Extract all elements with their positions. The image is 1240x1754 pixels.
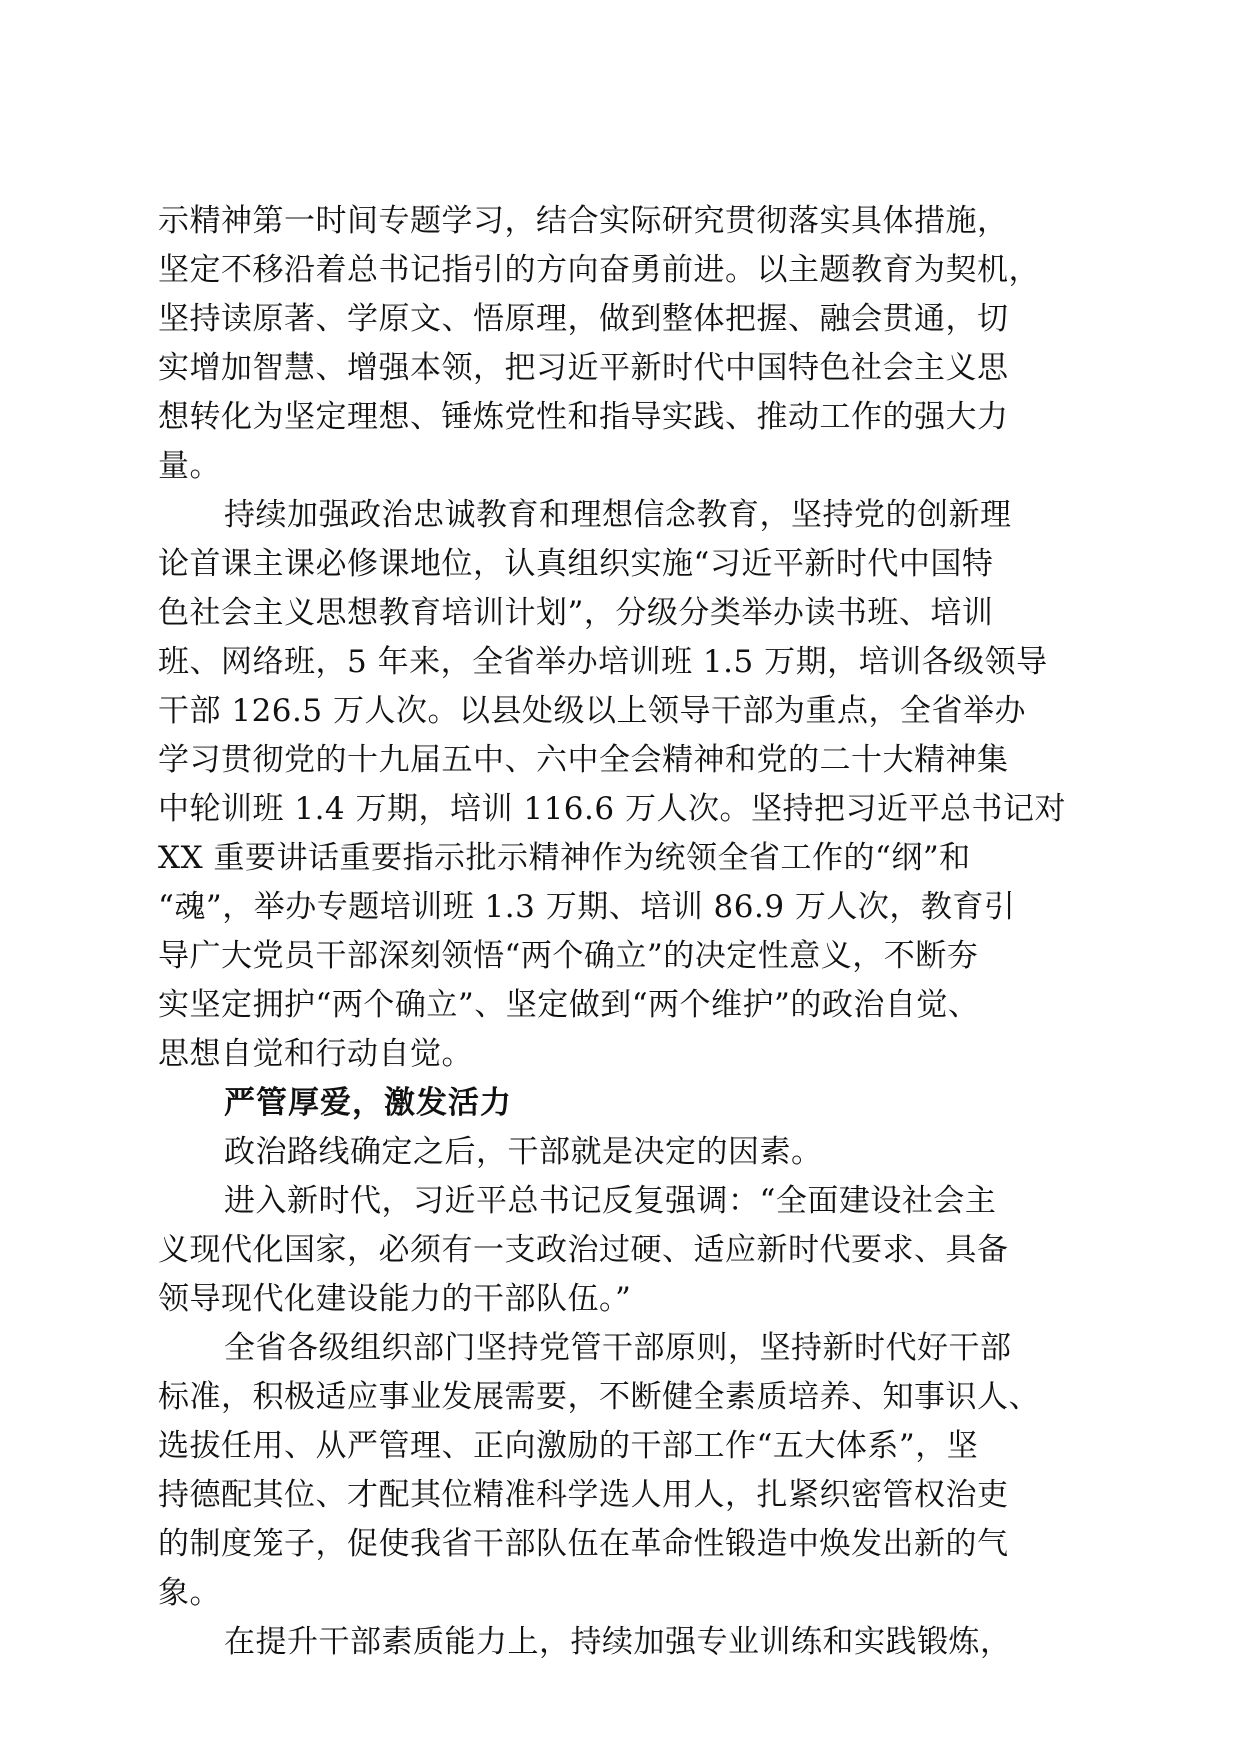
text-line: 示精神第一时间专题学习，结合实际研究贯彻落实具体措施， — [158, 203, 1009, 239]
text-line: XX 重要讲话重要指示批示精神作为统领全省工作的“纲”和 — [158, 840, 971, 876]
text-line: 持续加强政治忠诚教育和理想信念教育，坚持党的创新理 — [224, 497, 1012, 533]
paragraph-p1 — [158, 197, 1086, 491]
section-heading: 严管厚爱，激发活力 — [224, 1085, 512, 1121]
text-line: 导广大党员干部深刻领悟“两个确立”的决定性意义，不断夯 — [158, 938, 979, 974]
text-line: 想转化为坚定理想、锤炼党性和指导实践、推动工作的强大力 — [158, 399, 1009, 435]
text-line: 标准，积极适应事业发展需要，不断健全素质培养、知事识人、 — [158, 1379, 1040, 1415]
paragraph-p2 — [158, 491, 1086, 1079]
text-line: 全省各级组织部门坚持党管干部原则，坚持新时代好干部 — [224, 1330, 1012, 1366]
text-line: 实坚定拥护“两个确立”、坚定做到“两个维护”的政治自觉、 — [158, 987, 980, 1023]
text-line: 中轮训班 1.4 万期，培训 116.6 万人次。坚持把习近平总书记对 — [158, 791, 1066, 827]
text-line: 领导现代化建设能力的干部队伍。” — [158, 1281, 632, 1317]
text-line: 班、网络班，5 年来，全省举办培训班 1.5 万期，培训各级领导 — [158, 644, 1048, 680]
text-line: 持德配其位、才配其位精准科学选人用人，扎紧织密管权治吏 — [158, 1477, 1009, 1513]
text-line: 论首课主课必修课地位，认真组织实施“习近平新时代中国特 — [158, 546, 994, 582]
text-line: 干部 126.5 万人次。以县处级以上领导干部为重点，全省举办 — [158, 693, 1026, 729]
text-line: 思想自觉和行动自觉。 — [158, 1036, 473, 1072]
paragraph-p5 — [158, 1324, 1086, 1618]
text-line: 坚持读原著、学原文、悟原理，做到整体把握、融会贯通，切 — [158, 301, 1009, 337]
text-line: 政治路线确定之后，干部就是决定的因素。 — [224, 1134, 823, 1170]
paragraph-p3 — [158, 1128, 1086, 1177]
text-line: 坚定不移沿着总书记指引的方向奋勇前进。以主题教育为契机， — [158, 252, 1040, 288]
text-line: 色社会主义思想教育培训计划”，分级分类举办读书班、培训 — [158, 595, 994, 631]
text-line: 在提升干部素质能力上，持续加强专业训练和实践锻炼， — [224, 1624, 1012, 1660]
text-line: 进入新时代，习近平总书记反复强调：“全面建设社会主 — [224, 1183, 997, 1219]
text-line: 实增加智慧、增强本领，把习近平新时代中国特色社会主义思 — [158, 350, 1009, 386]
text-line: 义现代化国家，必须有一支政治过硬、适应新时代要求、具备 — [158, 1232, 1009, 1268]
text-line: 象。 — [158, 1575, 221, 1611]
text-line: 的制度笼子，促使我省干部队伍在革命性锻造中焕发出新的气 — [158, 1526, 1009, 1562]
text-line: “魂”，举办专题培训班 1.3 万期、培训 86.9 万人次，教育引 — [158, 889, 1016, 925]
document-page — [158, 197, 1086, 1667]
paragraph-p6 — [158, 1618, 1086, 1667]
text-line: 选拔任用、从严管理、正向激励的干部工作“五大体系”，坚 — [158, 1428, 979, 1464]
paragraph-p4 — [158, 1177, 1086, 1324]
text-line: 量。 — [158, 448, 221, 484]
text-line: 学习贯彻党的十九届五中、六中全会精神和党的二十大精神集 — [158, 742, 1009, 778]
